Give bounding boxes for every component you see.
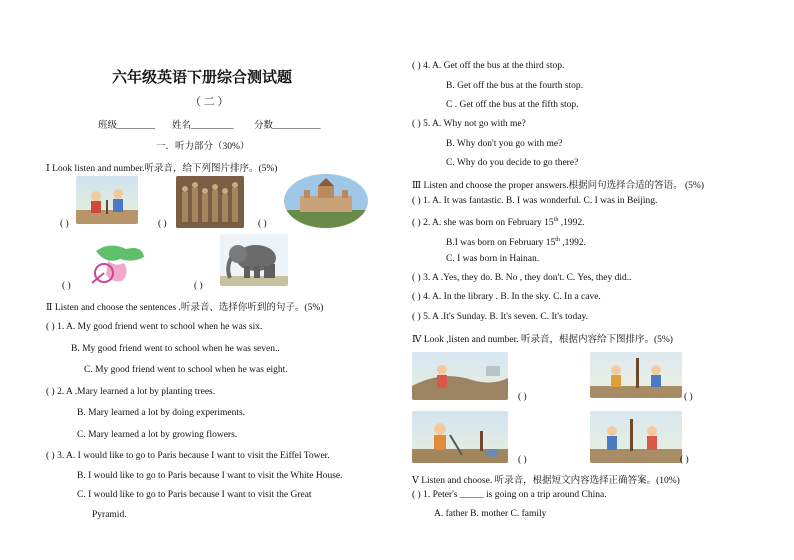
- s3-q2-a: [412, 215, 584, 229]
- s2-q2-a: ( ) 2. A .Mary learned a lot by planting trees.: [46, 387, 216, 397]
- section2-heading: Ⅱ Listen and choose the sentences .听录音、选择你听到的句子。(5%): [46, 303, 324, 313]
- picture-boy-digging: [412, 411, 508, 463]
- s2-q2-c: C. Mary learned a lot by growing flowers.: [77, 430, 238, 440]
- r-q5-b: B. Why don't you go with me?: [446, 139, 563, 149]
- section1-heading: Ⅰ Look listen and number.听录音，给下列图片排序。(5%): [46, 164, 278, 174]
- s2-q3-b: B. I would like to go to Paris because I want to visit the White House.: [77, 471, 343, 481]
- class-field: 班级________: [98, 121, 156, 131]
- s3-q2-a-text: ( ) 2. A. she was born on February 15: [412, 218, 554, 229]
- picture-elephant: [220, 234, 288, 286]
- name-field: 姓名_________: [172, 121, 234, 131]
- picture-terracotta: [176, 176, 244, 228]
- s2-q3-c: C. I would like to go to Paris because I want to visit the Great: [77, 490, 312, 500]
- s3-q2-a-year: ,1992.: [558, 218, 585, 229]
- picture-kids-tree: [590, 352, 682, 398]
- part1-heading: 一．听力部分（30%）: [156, 142, 250, 152]
- s3-q2-b: [446, 235, 586, 249]
- picture-boy-hill: [412, 352, 508, 400]
- section1-blank-1[interactable]: ( ): [60, 219, 69, 229]
- section3-heading: Ⅲ Listen and choose the proper answers.根据问句选择合适的答语。 (5%): [412, 181, 704, 191]
- s3-q2-b-sup: th: [555, 237, 560, 243]
- section5-heading: Ⅴ Listen and choose. 听录音，根据短文内容选择正确答案。(10%): [412, 476, 680, 486]
- section1-blank-4[interactable]: ( ): [62, 281, 71, 291]
- picture-planting: [76, 176, 138, 224]
- s5-q1-options: A. father B. mother C. family: [434, 509, 547, 519]
- s3-q5: ( ) 5. A .It's Sunday. B. It's seven. C. It's today.: [412, 312, 588, 322]
- section1-blank-3[interactable]: ( ): [258, 219, 267, 229]
- picture-palace: [284, 174, 368, 228]
- section1-blank-2[interactable]: ( ): [158, 219, 167, 229]
- s3-q3: ( ) 3. A .Yes, they do. B. No , they don't. C. Yes, they did..: [412, 273, 632, 283]
- section4-blank-1[interactable]: ( ): [518, 392, 527, 402]
- section4-blank-4[interactable]: ( ): [680, 455, 689, 465]
- s3-q2-c: C. I was born in Hainan.: [446, 254, 540, 264]
- s3-q2-a-sup: th: [553, 217, 559, 223]
- s3-q1: ( ) 1. A. It was fantastic. B. I was wonderful. C. I was in Beijing.: [412, 196, 658, 206]
- section1-blank-5[interactable]: ( ): [194, 281, 203, 291]
- page-title: 六年级英语下册综合测试题: [112, 68, 293, 86]
- section4-heading: Ⅳ Look ,listen and number. 听录音，根据内容给下图排序。(5%): [412, 335, 673, 345]
- s2-q3-a: ( ) 3. A. I would like to go to Paris because I want to visit the Eiffel Tower.: [46, 451, 330, 461]
- s2-q3-c-cont: Pyramid.: [92, 510, 127, 520]
- section4-blank-3[interactable]: ( ): [518, 455, 527, 465]
- r-q4-c: C . Get off the bus at the fifth stop.: [446, 100, 579, 110]
- s3-q2-b-year: ,1992.: [559, 238, 587, 249]
- s2-q1-a: ( ) 1. A. My good friend went to school when he was six.: [46, 322, 263, 332]
- picture-kids-watering: [590, 411, 682, 463]
- r-q5-a: ( ) 5. A. Why not go with me?: [412, 119, 526, 129]
- r-q4-a: ( ) 4. A. Get off the bus at the third stop.: [412, 61, 565, 71]
- s2-q1-b: B. My good friend went to school when he was seven..: [71, 344, 280, 354]
- r-q4-b: B. Get off the bus at the fourth stop.: [446, 81, 584, 91]
- score-field: 分数__________: [254, 121, 321, 131]
- s5-q1: ( ) 1. Peter's _____ is going on a trip around China.: [412, 490, 607, 500]
- s2-q1-c: C. My good friend went to school when he was eight.: [84, 365, 288, 375]
- s3-q4: ( ) 4. A. In the library . B. In the sky. C. In a cave.: [412, 292, 601, 302]
- s3-q2-b-text: B.I was born on February 15: [446, 238, 556, 249]
- picture-dragon: [86, 237, 150, 287]
- section4-blank-2[interactable]: ( ): [684, 392, 693, 402]
- page-subtitle: （ 二 ）: [190, 96, 229, 108]
- r-q5-c: C. Why do you decide to go there?: [446, 158, 579, 168]
- s2-q2-b: B. Mary learned a lot by doing experiments.: [77, 408, 246, 418]
